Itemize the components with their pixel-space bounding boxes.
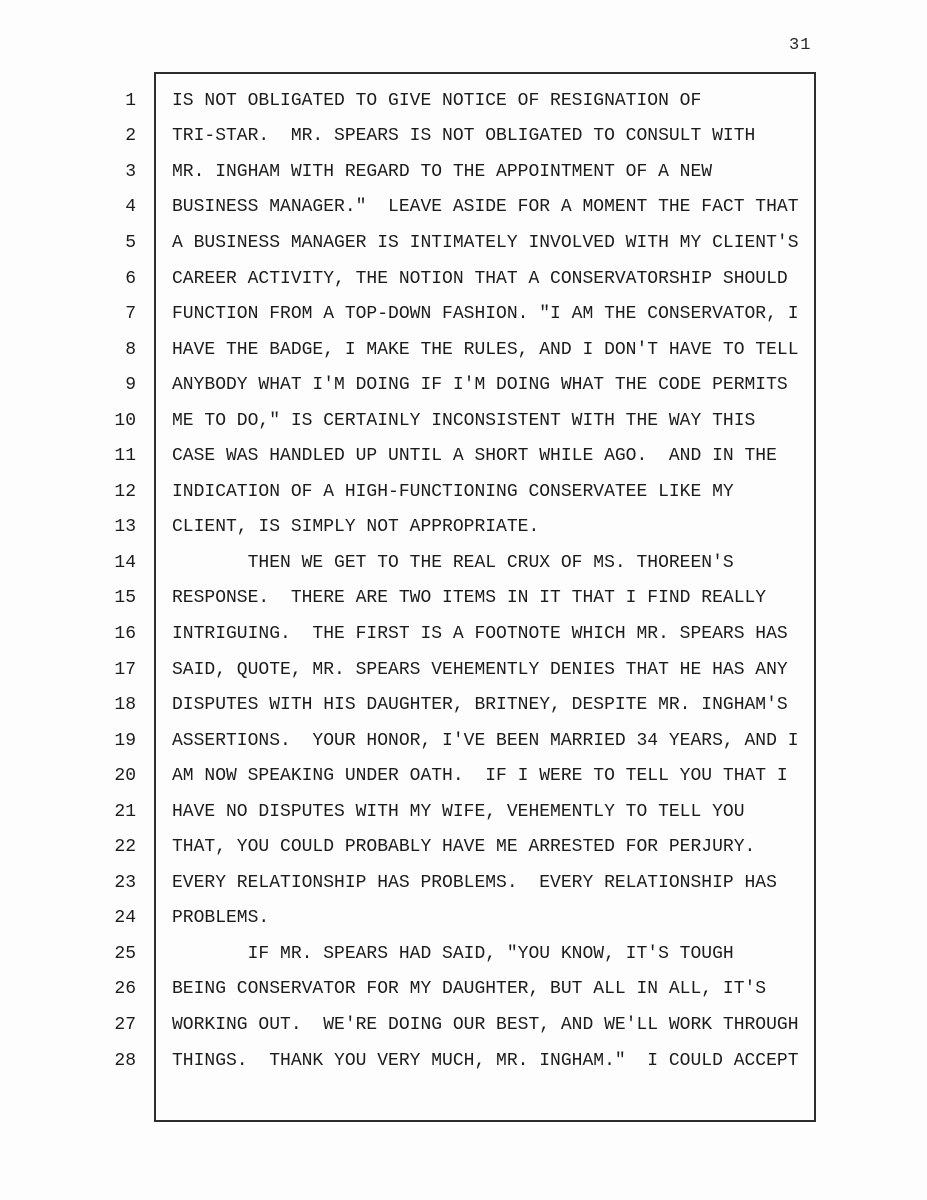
transcript-line [0, 758, 927, 794]
line-text: CAREER ACTIVITY, THE NOTION THAT A CONSERVATORSHIP SHOULD [172, 268, 788, 289]
line-number: 6 [125, 268, 136, 289]
line-text: BEING CONSERVATOR FOR MY DAUGHTER, BUT ALL IN ALL, IT'S [172, 979, 767, 1000]
line-text: A BUSINESS MANAGER IS INTIMATELY INVOLVED WITH MY CLIENT'S [172, 232, 799, 253]
line-text: SAID, QUOTE, MR. SPEARS VEHEMENTLY DENIES THAT HE HAS ANY [172, 659, 788, 680]
line-text: THAT, YOU COULD PROBABLY HAVE ME ARRESTED FOR PERJURY. [172, 837, 756, 858]
transcript-line [0, 936, 927, 972]
transcript-line [0, 794, 927, 830]
line-number: 8 [125, 339, 136, 360]
line-number: 26 [114, 979, 136, 1000]
line-text: EVERY RELATIONSHIP HAS PROBLEMS. EVERY RELATIONSHIP HAS [172, 872, 777, 893]
transcript-line [0, 296, 927, 332]
line-text: INDICATION OF A HIGH-FUNCTIONING CONSERVATEE LIKE MY [172, 481, 734, 502]
line-number: 5 [125, 232, 136, 253]
line-text: HAVE THE BADGE, I MAKE THE RULES, AND I DON'T HAVE TO TELL [172, 339, 799, 360]
transcript-line [0, 261, 927, 297]
line-text: ASSERTIONS. YOUR HONOR, I'VE BEEN MARRIED 34 YEARS, AND I [172, 730, 799, 751]
line-number: 25 [114, 943, 136, 964]
transcript-line [0, 154, 927, 190]
line-text: BUSINESS MANAGER." LEAVE ASIDE FOR A MOMENT THE FACT THAT [172, 197, 799, 218]
line-number: 10 [114, 410, 136, 431]
transcript-line [0, 545, 927, 581]
line-text: ANYBODY WHAT I'M DOING IF I'M DOING WHAT THE CODE PERMITS [172, 375, 788, 396]
line-number: 24 [114, 908, 136, 929]
transcript-line [0, 865, 927, 901]
line-number: 19 [114, 730, 136, 751]
line-text: HAVE NO DISPUTES WITH MY WIFE, VEHEMENTLY TO TELL YOU [172, 801, 745, 822]
transcript-line [0, 332, 927, 368]
line-text: IS NOT OBLIGATED TO GIVE NOTICE OF RESIGNATION OF [172, 90, 702, 111]
line-text: WORKING OUT. WE'RE DOING OUR BEST, AND WE'LL WORK THROUGH [172, 1014, 799, 1035]
transcript-line [0, 438, 927, 474]
transcript-line [0, 190, 927, 226]
line-text: DISPUTES WITH HIS DAUGHTER, BRITNEY, DESPITE MR. INGHAM'S [172, 695, 788, 716]
line-number: 3 [125, 161, 136, 182]
line-text: RESPONSE. THERE ARE TWO ITEMS IN IT THAT I FIND REALLY [172, 588, 767, 609]
transcript-line [0, 616, 927, 652]
line-text: FUNCTION FROM A TOP-DOWN FASHION. "I AM THE CONSERVATOR, I [172, 304, 799, 325]
transcript-line [0, 652, 927, 688]
transcript-line [0, 972, 927, 1008]
transcript-line [0, 225, 927, 261]
transcript-line [0, 367, 927, 403]
transcript-line [0, 83, 927, 119]
line-number: 15 [114, 588, 136, 609]
transcript-line [0, 510, 927, 546]
transcript-line [0, 1043, 927, 1079]
line-number: 17 [114, 659, 136, 680]
line-number: 1 [125, 90, 136, 111]
line-number: 2 [125, 126, 136, 147]
line-number: 7 [125, 304, 136, 325]
line-number: 16 [114, 623, 136, 644]
transcript-line [0, 119, 927, 155]
line-text: CASE WAS HANDLED UP UNTIL A SHORT WHILE AGO. AND IN THE [172, 446, 777, 467]
line-number: 11 [114, 446, 136, 467]
line-number: 22 [114, 837, 136, 858]
line-text: CLIENT, IS SIMPLY NOT APPROPRIATE. [172, 517, 540, 538]
page-number: 31 [789, 36, 812, 55]
line-number: 4 [125, 197, 136, 218]
line-text: THEN WE GET TO THE REAL CRUX OF MS. THOREEN'S [172, 552, 734, 573]
transcript-line [0, 403, 927, 439]
line-number: 28 [114, 1050, 136, 1071]
line-text: MR. INGHAM WITH REGARD TO THE APPOINTMENT OF A NEW [172, 161, 713, 182]
transcript-lines [0, 83, 927, 1078]
line-text: INTRIGUING. THE FIRST IS A FOOTNOTE WHICH MR. SPEARS HAS [172, 623, 788, 644]
transcript-line [0, 1007, 927, 1043]
line-number: 13 [114, 517, 136, 538]
line-number: 20 [114, 766, 136, 787]
line-text: ME TO DO," IS CERTAINLY INCONSISTENT WITH THE WAY THIS [172, 410, 756, 431]
transcript-line [0, 901, 927, 937]
line-number: 18 [114, 695, 136, 716]
line-number: 14 [114, 552, 136, 573]
line-number: 12 [114, 481, 136, 502]
transcript-line [0, 474, 927, 510]
line-text: PROBLEMS. [172, 908, 270, 929]
line-number: 23 [114, 872, 136, 893]
transcript-line [0, 581, 927, 617]
line-number: 21 [114, 801, 136, 822]
line-text: TRI-STAR. MR. SPEARS IS NOT OBLIGATED TO CONSULT WITH [172, 126, 756, 147]
transcript-line [0, 687, 927, 723]
line-text: AM NOW SPEAKING UNDER OATH. IF I WERE TO TELL YOU THAT I [172, 766, 788, 787]
transcript-line [0, 829, 927, 865]
line-text: IF MR. SPEARS HAD SAID, "YOU KNOW, IT'S TOUGH [172, 943, 734, 964]
line-text: THINGS. THANK YOU VERY MUCH, MR. INGHAM." I COULD ACCEPT [172, 1050, 799, 1071]
line-number: 27 [114, 1014, 136, 1035]
transcript-line [0, 723, 927, 759]
line-number: 9 [125, 375, 136, 396]
